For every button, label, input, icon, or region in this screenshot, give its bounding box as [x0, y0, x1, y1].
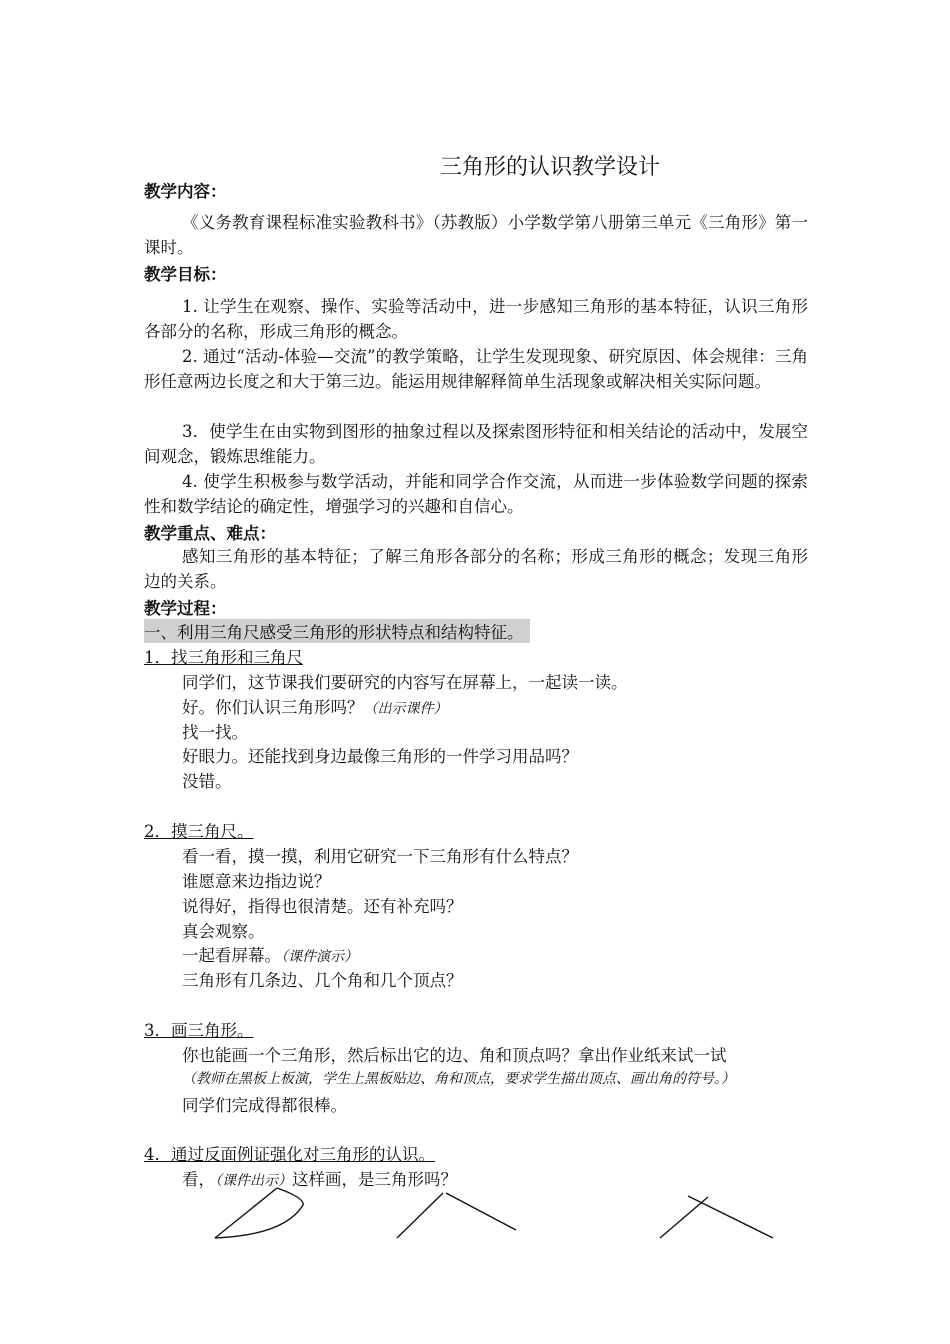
- step-2-line: 真会观察。: [182, 922, 265, 941]
- step-4-note: （课件出示）: [215, 1173, 292, 1189]
- step-1-text: 好。你们认识三角形吗？: [182, 698, 364, 717]
- step-2-text: 一起看屏幕。: [182, 946, 281, 965]
- content-heading: 教学内容：: [144, 182, 227, 201]
- step-2-line: 看一看，摸一摸，利用它研究一下三角形有什么特点？: [182, 847, 578, 866]
- process-heading: 教学过程：: [144, 599, 227, 618]
- goals-heading: 教学目标：: [144, 265, 227, 284]
- content-text: 《义务教育课程标准实验教科书》（苏教版）小学数学第八册第三单元《三角形》第一课时。: [144, 213, 808, 257]
- non-triangle-figures: [0, 1180, 950, 1250]
- figure-open-angle: [397, 1193, 516, 1238]
- step-1-line: 好眼力。还能找到身边最像三角形的一件学习用品吗？: [182, 747, 578, 766]
- key-heading: 教学重点、难点：: [144, 524, 276, 543]
- key-text: 感知三角形的基本特征；了解三角形各部分的名称；形成三角形的概念；发现三角形边的关系。: [144, 547, 808, 591]
- step-4-text: 看，: [182, 1170, 215, 1189]
- goal-2: 2. 通过“活动-体验—交流”的教学策略，让学生发现现象、研究原因、体会规律：三角形任意两边长度之和大于第三边。能运用规律解释简单生活现象或解决相关实际问题。: [144, 347, 808, 391]
- step-4-title: 4．通过反面例证强化对三角形的认识。: [144, 1145, 435, 1164]
- part-1-heading: 一、利用三角尺感受三角形的形状特点和结构特征。: [144, 619, 530, 643]
- goal-1: 1. 让学生在观察、操作、实验等活动中，进一步感知三角形的基本特征，认识三角形各部分的名称，形成三角形的概念。: [144, 297, 808, 341]
- step-2-line: 谁愿意来边指边说？: [182, 872, 331, 891]
- goal-3: 3．使学生在由实物到图形的抽象过程以及探索图形特征和相关结论的活动中，发展空间观念，锻炼思维能力。: [144, 422, 808, 466]
- step-1-note: （出示课件）: [363, 701, 448, 717]
- step-1-line: [182, 694, 448, 718]
- figure-crossed-lines: [660, 1196, 773, 1238]
- step-2-line: 三角形有几条边、几个角和几个顶点？: [182, 971, 463, 990]
- step-3-line: 同学们完成得都很棒。: [182, 1096, 347, 1115]
- step-3-note: （教师在黑板上板演，学生上黑板贴边、角和顶点，要求学生描出顶点、画出角的符号。）: [182, 1071, 735, 1087]
- step-3-title: 3．画三角形。: [144, 1021, 254, 1040]
- step-1-line: 找一找。: [182, 723, 248, 742]
- page-title: 三角形的认识教学设计: [439, 155, 660, 180]
- step-1-title: 1．找三角形和三角尺: [144, 648, 303, 667]
- step-2-note: （课件演示）: [281, 949, 358, 965]
- step-3-line: 你也能画一个三角形，然后标出它的边、角和顶点吗？拿出作业纸来试一试: [182, 1046, 727, 1065]
- goal-4: 4. 使学生积极参与数学活动，并能和同学合作交流，从而进一步体验数学问题的探索性和数学结论的确定性，增强学习的兴趣和自信心。: [144, 472, 808, 516]
- step-2-title: 2．摸三角尺。: [144, 822, 254, 841]
- step-4-text: 这样画，是三角形吗？: [292, 1170, 457, 1189]
- figure-arc-shape: [215, 1188, 303, 1238]
- step-2-line: [182, 942, 358, 966]
- step-1-line: 没错。: [182, 772, 232, 791]
- step-2-line: 说得好，指得也很清楚。还有补充吗？: [182, 897, 463, 916]
- step-1-line: 同学们，这节课我们要研究的内容写在屏幕上，一起读一读。: [182, 673, 628, 692]
